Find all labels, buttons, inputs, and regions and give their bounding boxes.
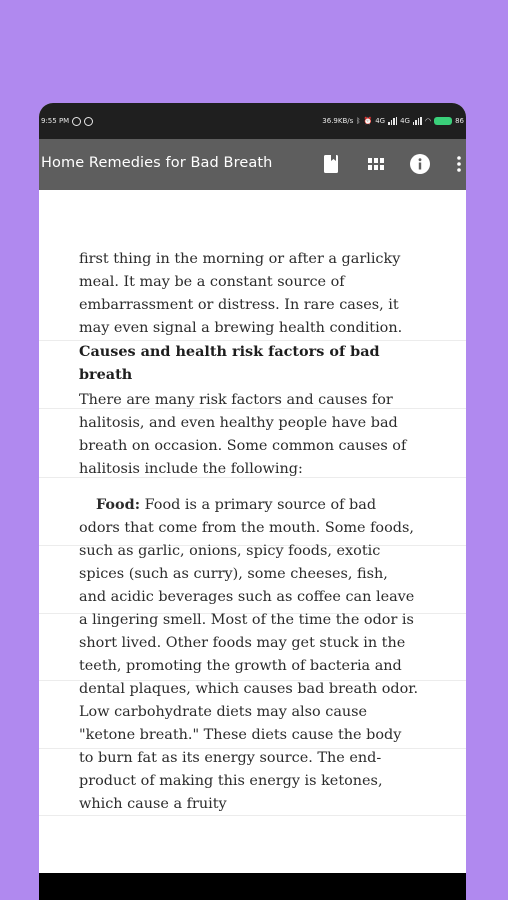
article-text <box>79 248 419 816</box>
status-bar <box>39 103 466 139</box>
info-icon[interactable] <box>409 153 431 175</box>
notification-icon <box>84 117 93 126</box>
article-paragraph: first thing in the morning or after a garlicky meal. It may be a constant source of embarrassment or distress. In rare cases, it may even signal a brewing health condition. <box>79 251 403 336</box>
article-view[interactable] <box>39 190 466 873</box>
grid-icon[interactable] <box>365 153 387 175</box>
navigation-bar <box>39 873 466 900</box>
battery-icon <box>434 117 452 125</box>
app-title: Home Remedies for Bad Breath <box>41 155 273 171</box>
more-vert-icon[interactable] <box>448 153 466 175</box>
food-text: Food is a primary source of bad odors that come from the mouth. Some foods, such as garlic, onions, spicy foods, exotic spices (such as curry), some cheeses, fish, and acidic beverages such as coffee can leave a lingering smell. Most of the time the odor is short lived. Other foods may get stuck in the teeth, promoting the growth of bacteria and dental plaques, which causes bad breath odor. Low carbohydrate diets may also cause "ketone breath." These diets cause the body to burn fat as its energy source. The end-product of making this energy is ketones, which cause a fruity <box>79 497 419 812</box>
signal-icon <box>413 117 422 125</box>
app-bar <box>39 139 466 190</box>
signal-icon <box>388 117 397 125</box>
article-paragraph: There are many risk factors and causes for halitosis, and even healthy people have bad breath on occasion. Some common causes of halitosis include the following: <box>79 392 407 477</box>
bookmark-icon[interactable] <box>320 153 342 175</box>
alarm-icon: ⏰ <box>363 117 373 125</box>
status-time: 9:55 PM <box>41 117 70 125</box>
network-type: 4G <box>375 117 386 125</box>
notification-icon <box>72 117 81 126</box>
bluetooth-icon: ᛒ <box>356 117 361 125</box>
section-heading: Causes and health risk factors of bad breath <box>79 343 380 383</box>
battery-level: 86 <box>455 117 464 125</box>
wifi-icon: ◠ <box>424 117 432 125</box>
food-label: Food: <box>96 496 141 513</box>
network-speed: 36.9KB/s <box>322 117 354 125</box>
phone-screen <box>39 103 466 900</box>
article-paragraph <box>79 493 419 816</box>
network-type: 4G <box>400 117 410 125</box>
